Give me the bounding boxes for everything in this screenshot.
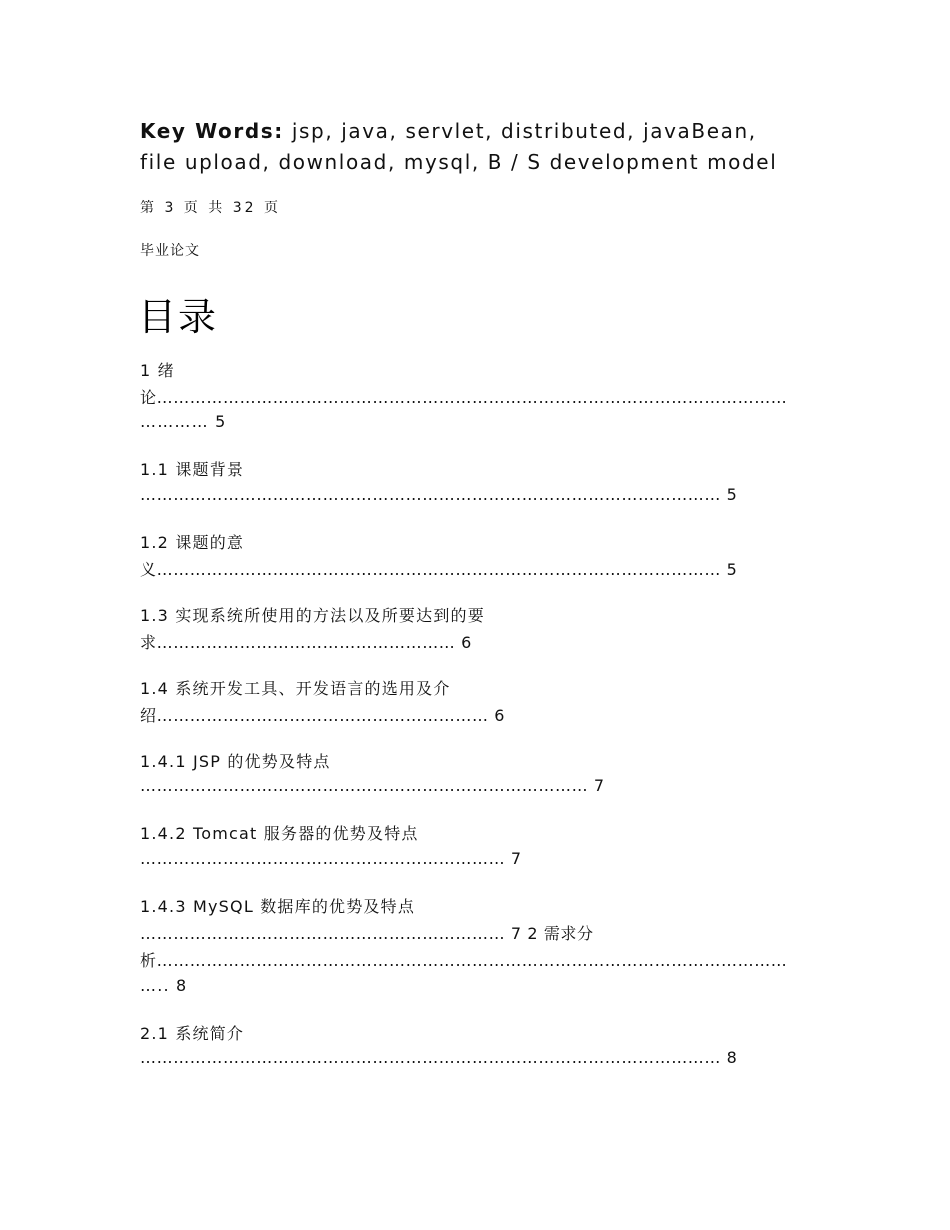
toc-entry-1-4-2-leader: ………………………………………………………… 7 bbox=[140, 849, 522, 868]
keywords-paragraph bbox=[140, 116, 780, 178]
toc-entry-1-3-heading[interactable]: 1.3 实现系统所使用的方法以及所要达到的要 bbox=[140, 606, 485, 625]
toc-entry-1-1-heading[interactable]: 1.1 课题背景 bbox=[140, 460, 245, 479]
toc-entry-1-2-leader: 义………………………………………………………………………………………… 5 bbox=[140, 560, 738, 579]
toc-entry-1-3-leader: 求……………………………………………… 6 bbox=[140, 633, 472, 652]
toc-entry-1-heading[interactable]: 1 绪 bbox=[140, 361, 175, 380]
keywords-label: Key Words: bbox=[140, 119, 284, 143]
toc-entry-2-leader: 析…………………………………………………………………………………………………… bbox=[140, 951, 788, 970]
toc-entry-1-4-3-leader: ………………………………………………………… 7 2 需求分 bbox=[140, 924, 594, 943]
toc-entry-1-1-leader: …………………………………………………………………………………………… 5 bbox=[140, 485, 738, 504]
toc-entry-1-leader: 论…………………………………………………………………………………………………… bbox=[140, 388, 788, 407]
toc-title: 目录 bbox=[138, 295, 219, 339]
toc-entry-1-4-1-leader: ……………………………………………………………………… 7 bbox=[140, 776, 605, 795]
page-number: 第 3 页 共 32 页 bbox=[140, 200, 281, 216]
toc-entry-1-4-1-heading[interactable]: 1.4.1 JSP 的优势及特点 bbox=[140, 752, 331, 771]
toc-entry-1-4-heading[interactable]: 1.4 系统开发工具、开发语言的选用及介 bbox=[140, 679, 451, 698]
document-type-label: 毕业论文 bbox=[140, 243, 200, 259]
toc-entry-1-4-2-heading[interactable]: 1.4.2 Tomcat 服务器的优势及特点 bbox=[140, 824, 419, 843]
toc-entry-1-page: ………… 5 bbox=[140, 412, 227, 431]
toc-entry-1-4-leader: 绍…………………………………………………… 6 bbox=[140, 706, 506, 725]
toc-entry-1-2-heading[interactable]: 1.2 课题的意 bbox=[140, 533, 245, 552]
toc-entry-2-page: ….. 8 bbox=[140, 976, 188, 995]
keywords-text: jsp, java, servlet, distributed, javaBean, file upload, download, mysql, B / S development model bbox=[140, 119, 778, 174]
toc-entry-2-1-leader: …………………………………………………………………………………………… 8 bbox=[140, 1048, 738, 1067]
toc-entry-2-1-heading[interactable]: 2.1 系统简介 bbox=[140, 1024, 245, 1043]
toc-entry-1-4-3-heading[interactable]: 1.4.3 MySQL 数据库的优势及特点 bbox=[140, 897, 416, 916]
